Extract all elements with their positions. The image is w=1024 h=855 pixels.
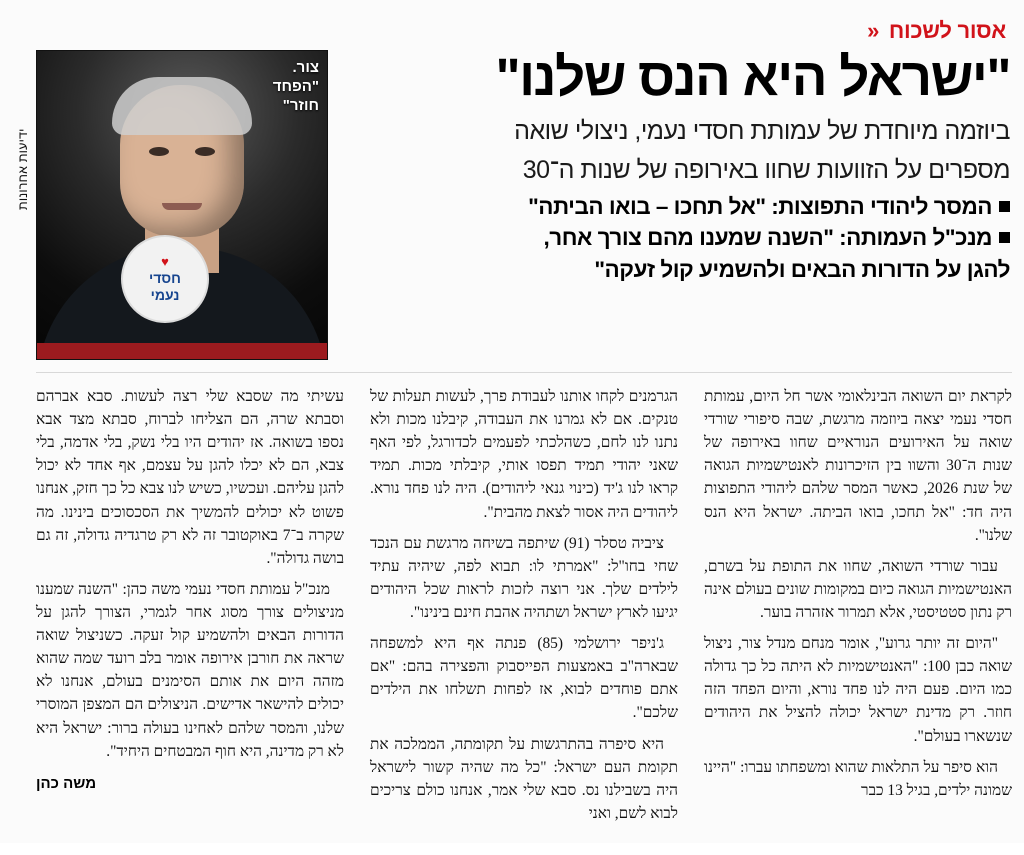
photo-shirt-stripe: [36, 343, 328, 360]
article-photo: [36, 50, 328, 360]
bullet-label-3: להגן על הדורות הבאים ולהשמיע קול זעקה": [594, 256, 1010, 282]
square-bullet-icon: [999, 201, 1010, 212]
article-body: [36, 385, 1012, 855]
bullet-item-2: [340, 223, 1010, 252]
divider: [36, 372, 1012, 373]
photo-hair: [112, 77, 252, 135]
paragraph: הגרמנים לקחו אותנו לעבודת פרך, לעשות תעלות של טנקים. אם לא גמרנו את העבודה, קיבלנו מכות ולא נתנו לנו לחם, כשהלכתי לפעמים לכדורגל, לפי האף שאני יהודי תמיד תפסו אותי, קיבלתי מכות. תמיד קראו לנו ג'יד (כינוי גנאי ליהודים). היה לנו פחד נורא. ליהודים היה אסור לצאת מהבית".: [370, 388, 678, 521]
subhead-line-1: ביוזמה מיוחדת של עמותת חסדי נעמי, ניצולי שואה: [514, 117, 1010, 146]
photo-mouth: [162, 203, 202, 210]
photo-caption-line-2: "הפחד: [272, 77, 319, 95]
bullet-list: [340, 192, 1010, 284]
paragraph: "היום זה יותר גרוע", אומר מנחם מנדל צור, ניצול שואה כבן 100: "האנטישמיות לא היתה כל כך גדולה כמו היום. פעם היה לנו פחד נורא, והיום הפחד הזה חוזר. רק מדינת ישראל יכולה להציל את היהודים שנשארו בעולם".: [704, 635, 1012, 745]
photo-eye-right: [195, 147, 215, 156]
paragraph: עבור שורדי השואה, שחוו את התופת על בשרם, האנטישמיות הגואה כיום במקומות שונים בעולם אינה רק נתון סטטיסטי, אלא תמרור אזהרה בוער.: [704, 557, 1012, 621]
headline-text-area: [328, 50, 1012, 360]
kicker-label: אסור לשכוח: [888, 18, 1006, 43]
photo-caption-line-1: צור.: [292, 59, 319, 76]
paragraph: לקראת יום השואה הבינלאומי אשר חל היום, עמותת חסדי נעמי יצאה ביוזמה מרגשת, שבה סיפורי שורדי שואה על האירועים הנוראיים שחוו באירופה של שנות ה־30 והשוו בין הזיכרונות לאנטישמיות הגואה של שנת 2026, כאשר המסר שלהם ליהודי התפוצות היה חד: "אל תחכו, בואו הביתה. ישראל היא הנס שלנו".: [704, 388, 1012, 544]
heart-icon: ♥: [161, 254, 169, 270]
headline-block: [36, 50, 1012, 360]
column-left: [36, 385, 344, 855]
newspaper-spine: [2, 10, 28, 330]
photo-caption: [273, 59, 319, 115]
bullet-label-2: מנכ"ל העמותה: "השנה שמענו מהם צורך אחר,: [543, 225, 992, 251]
photo-caption-line-3: חוזר": [282, 96, 319, 114]
paragraph: מנכ"ל עמותת חסדי נעמי משה כהן: "השנה שמענו מניצולים צורך מסוג אחר לגמרי, הצורך להגן על הדורות הבאים ולהשמיע קול זעקה. כשניצול שואה שראה את חורבן אירופה אומר בלב רועד שמה שהוא מזהה היום את אותם הסימנים בעולם, אנחנו לא יכולים להישאר אדישים. הניצולים הם המצפן המוסרי שלנו, והמסר שלהם לאחינו בעולה ברור: ישראל היא לא רק מדינה, היא חוף המבטחים היחיד".: [36, 580, 344, 760]
chevron-left-icon: «: [867, 18, 880, 43]
page-title: "ישראל היא הנס שלנו": [495, 48, 1010, 107]
paragraph: היא סיפרה בהתרגשות על תקומתה, הממלכה את תקומת העם ישראל: "כל מה שהיה קשור לישראל היה בשבילנו נס. סבא שלי אמר, אנחנו כולם צריכים לבוא לשם, ואני: [370, 735, 678, 822]
badge-label-2: נעמי: [150, 286, 180, 303]
byline: משה כהן: [36, 774, 97, 792]
column-middle: [370, 385, 678, 855]
paragraph: הוא סיפר על התלאות שהוא ומשפחתו עברו: "היינו שמונה ילדים, בגיל 13 כבר: [704, 758, 1012, 799]
photo-eye-left: [149, 147, 169, 156]
paragraph: ציביה טסלר (91) שיתפה בשיחה מרגשת עם הנכד שחי בחו"ל: "אמרתי לו: תבוא לפה, שיהיה עתיד לילדים שלך. אני רוצה לזכות לראות שכל היהודים יגיעו לארץ ישראל ושתהיה אהבת חינם בינינו".: [370, 534, 678, 621]
organization-badge: [121, 235, 209, 323]
bullet-item-3: [340, 255, 1010, 284]
paragraph: ג'ניפר ירושלמי (85) פנתה אף היא למשפחה שבארה"ב באמצעות הפייסבוק והפצירה בהם: "אם אתם פוחדים לבוא, אז לפחות תשלחו את הילדים שלכם".: [370, 635, 678, 722]
spine-text: ידיעות אחרונות: [16, 128, 30, 210]
bullet-item-1: [340, 192, 1010, 221]
kicker: [36, 18, 1006, 44]
badge-label-1: חסדי: [149, 270, 181, 287]
paragraph: עשיתי מה שסבא שלי רצה לעשות. סבא אברהם וסבתא שרה, הם הצליחו לברוח, סבתא מצד אבא נספו בשואה. אז יהודים היו בלי נשק, בלי אדמה, בלי צבא, הם לא יכלו להגן על עצמם, אף אחד לא יכול להגן עליהם. ועכשיו, כשיש לנו צבא כל כך חזק, אנחנו פשוט לא יכולים להמשיך את הסכסוכים בינינו. מה שקרה ב־7 באוקטובר זה לא רק טרגדיה גדולה, זה גם בושה גדולה".: [36, 388, 344, 567]
column-right: [704, 385, 1012, 855]
square-bullet-icon: [999, 232, 1010, 243]
subhead-line-2: מספרים על הזוועות שחוו באירופה של שנות ה־30: [522, 155, 1010, 184]
bullet-label-1: המסר ליהודי התפוצות: "אל תחכו – בואו הביתה": [528, 194, 992, 220]
article-content: [36, 8, 1012, 835]
